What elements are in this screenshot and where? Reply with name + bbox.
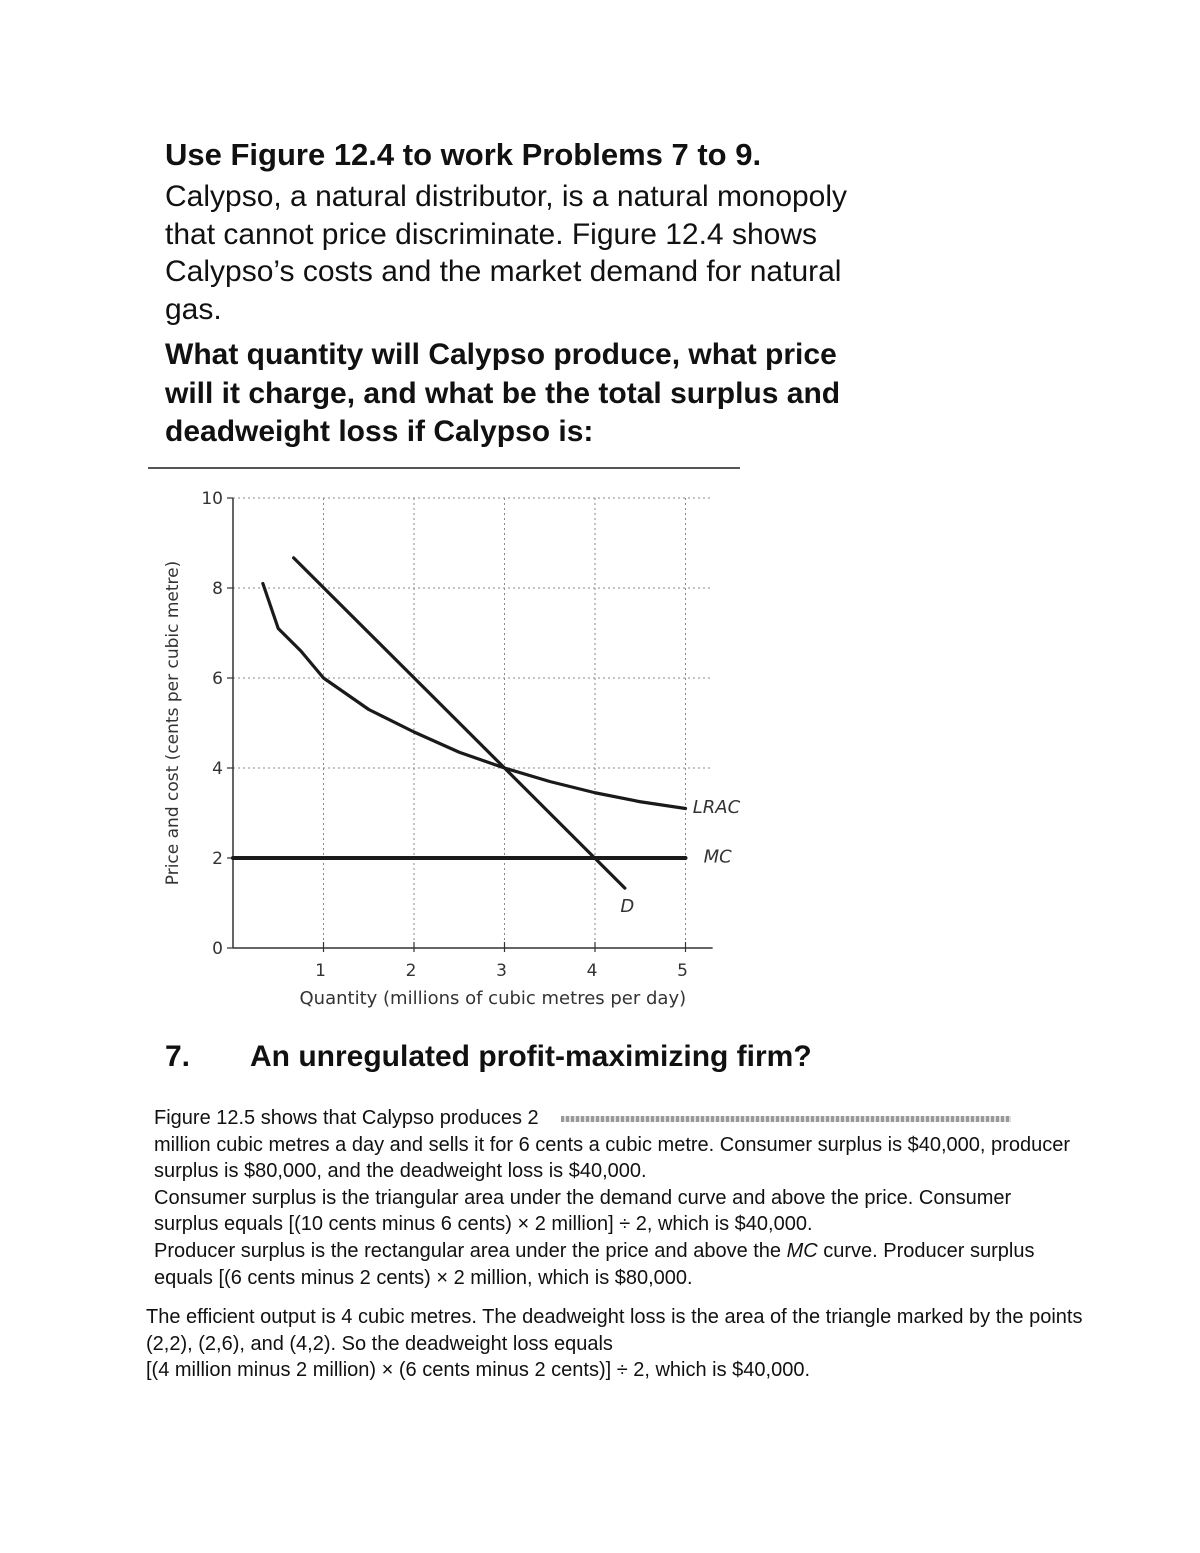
y-tick-label: 4 [212,759,223,779]
producer-text-a: Producer surplus is the rectangular area under the price and above the [154,1239,787,1262]
x-tick-label: 1 [315,961,326,981]
deadweight-block [146,1304,1086,1384]
series-label-lrac: LRAC [692,797,741,818]
figure-12-4-chart [150,476,750,1021]
series-d-line [294,558,625,888]
deadweight-formula-text: [(4 million minus 2 million) × (6 cents minus 2 cents)] ÷ 2, which is $40,000. [146,1359,811,1382]
answer-paragraph: million cubic metres a day and sells it for 6 cents a cubic metre. Consumer surplus is $40,000, producer surplus is $80,000, and the deadweight loss is $40,000. [154,1133,1070,1183]
y-tick-label: 2 [212,849,223,869]
answer-text: Figure 12.5 shows that Calypso produces 2 [154,1107,539,1129]
y-tick-label: 10 [201,489,223,509]
efficient-output-text: The efficient output is 4 cubic metres. The deadweight loss is the area of the triangle marked by the points (2,2), (2,6), and (4,2). So the deadweight loss equals [146,1306,1083,1355]
series-label-mc: MC [703,846,732,868]
x-tick-label: 2 [405,961,417,981]
consumer-surplus-text: Consumer surplus is the triangular area under the demand curve and above the price. Consumer surplus equals [(10 cents minus 6 cents) × 2 million] ÷ 2, which is $40,000. [154,1186,1012,1236]
y-tick-label: 8 [212,579,223,599]
divider [148,467,740,469]
y-tick-label: 6 [212,669,223,689]
y-tick-label: 0 [212,939,223,959]
producer-surplus-text [154,1238,1074,1291]
page-title: Use Figure 12.4 to work Problems 7 to 9. [165,137,762,172]
problem-intro: Calypso, a natural distributor, is a natural monopoly that cannot price discriminate. Figure 12.4 shows Calypso’s costs and the market demand for natural gas. [165,180,848,326]
y-axis-label: Price and cost (cents per cubic metre) [163,560,183,886]
question-number: 7. [165,1040,191,1073]
series-lrac-line [263,584,686,809]
x-tick-label: 5 [677,961,688,981]
x-tick-label: 3 [496,961,507,981]
answer-line-1 [154,1105,1074,1132]
x-tick-label: 4 [586,961,598,981]
producer-text-b: curve. Producer surplus equals [(6 cents minus 2 cents) × 2 million, which is $80,000. [154,1239,1035,1289]
question-text: An unregulated profit-maximizing firm? [250,1040,812,1073]
problem-question: What quantity will Calypso produce, what price will it charge, and what be the total surplus and deadweight loss if Calypso is: [165,338,841,448]
x-axis-label: Quantity (millions of cubic metres per day) [299,988,687,1009]
answer-block [154,1105,1074,1291]
series-label-d: D [620,896,635,917]
mc-italic: MC [786,1239,818,1262]
redaction-mark [561,1116,1011,1122]
